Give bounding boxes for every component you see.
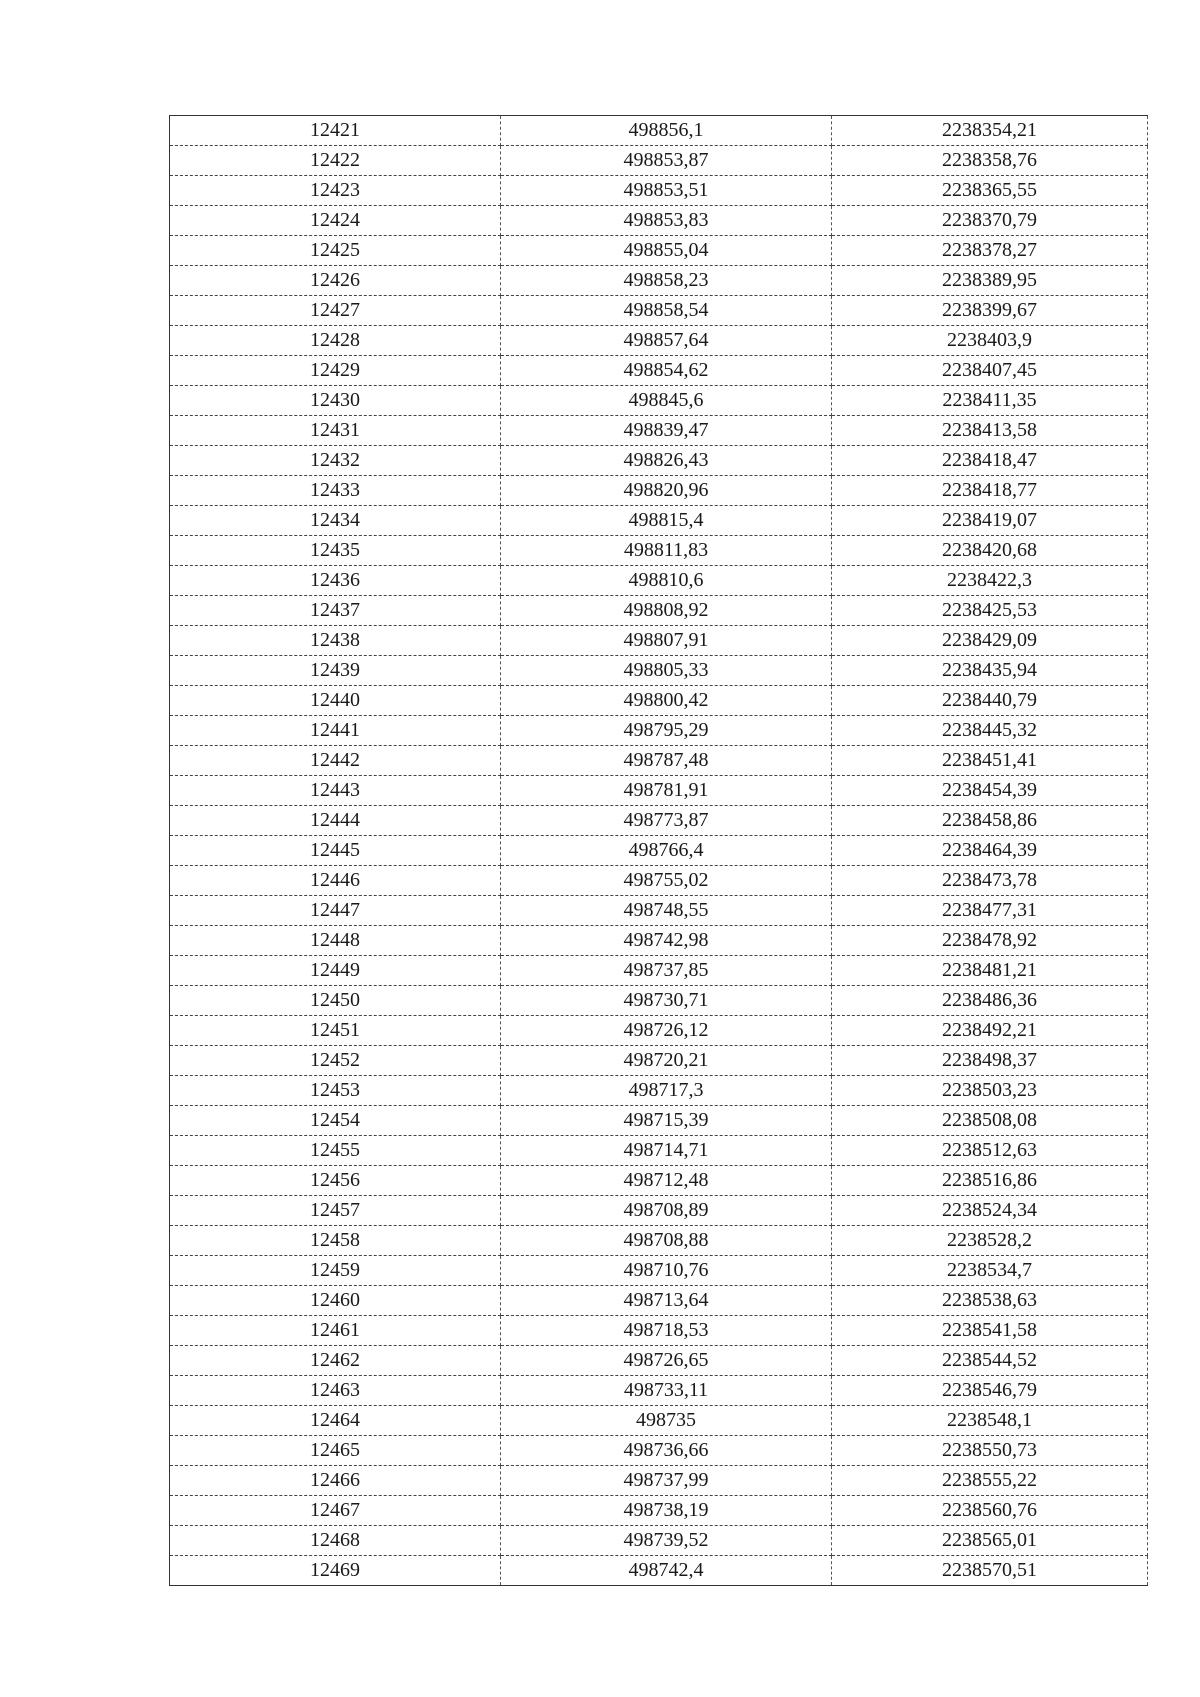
x-coordinate-cell: 498748,55 <box>501 896 832 926</box>
x-coordinate-cell: 498766,4 <box>501 836 832 866</box>
x-coordinate-cell: 498726,65 <box>501 1346 832 1376</box>
x-coordinate-cell: 498730,71 <box>501 986 832 1016</box>
y-coordinate-cell: 2238478,92 <box>832 926 1148 956</box>
point-number-cell: 12430 <box>170 386 501 416</box>
point-number-cell: 12442 <box>170 746 501 776</box>
table-row <box>170 1136 1148 1166</box>
table-row <box>170 236 1148 266</box>
x-coordinate-cell: 498795,29 <box>501 716 832 746</box>
table-row <box>170 1046 1148 1076</box>
x-coordinate-cell: 498742,4 <box>501 1556 832 1586</box>
point-number-cell: 12449 <box>170 956 501 986</box>
y-coordinate-cell: 2238399,67 <box>832 296 1148 326</box>
x-coordinate-cell: 498826,43 <box>501 446 832 476</box>
x-coordinate-cell: 498733,11 <box>501 1376 832 1406</box>
point-number-cell: 12446 <box>170 866 501 896</box>
y-coordinate-cell: 2238407,45 <box>832 356 1148 386</box>
table-row <box>170 806 1148 836</box>
table-row <box>170 1496 1148 1526</box>
point-number-cell: 12448 <box>170 926 501 956</box>
point-number-cell: 12451 <box>170 1016 501 1046</box>
y-coordinate-cell: 2238451,41 <box>832 746 1148 776</box>
y-coordinate-cell: 2238378,27 <box>832 236 1148 266</box>
y-coordinate-cell: 2238528,2 <box>832 1226 1148 1256</box>
x-coordinate-cell: 498815,4 <box>501 506 832 536</box>
table-row <box>170 206 1148 236</box>
table-row <box>170 1016 1148 1046</box>
x-coordinate-cell: 498855,04 <box>501 236 832 266</box>
point-number-cell: 12460 <box>170 1286 501 1316</box>
y-coordinate-cell: 2238565,01 <box>832 1526 1148 1556</box>
table-row <box>170 386 1148 416</box>
y-coordinate-cell: 2238464,39 <box>832 836 1148 866</box>
x-coordinate-cell: 498736,66 <box>501 1436 832 1466</box>
point-number-cell: 12456 <box>170 1166 501 1196</box>
table-row <box>170 296 1148 326</box>
table-row <box>170 836 1148 866</box>
point-number-cell: 12425 <box>170 236 501 266</box>
x-coordinate-cell: 498853,51 <box>501 176 832 206</box>
table-row <box>170 476 1148 506</box>
x-coordinate-cell: 498738,19 <box>501 1496 832 1526</box>
x-coordinate-cell: 498858,54 <box>501 296 832 326</box>
table-row <box>170 536 1148 566</box>
table-row <box>170 146 1148 176</box>
y-coordinate-cell: 2238454,39 <box>832 776 1148 806</box>
y-coordinate-cell: 2238418,77 <box>832 476 1148 506</box>
x-coordinate-cell: 498717,3 <box>501 1076 832 1106</box>
table-row <box>170 566 1148 596</box>
point-number-cell: 12429 <box>170 356 501 386</box>
table-row <box>170 1436 1148 1466</box>
point-number-cell: 12444 <box>170 806 501 836</box>
x-coordinate-cell: 498781,91 <box>501 776 832 806</box>
y-coordinate-cell: 2238512,63 <box>832 1136 1148 1166</box>
y-coordinate-cell: 2238419,07 <box>832 506 1148 536</box>
y-coordinate-cell: 2238422,3 <box>832 566 1148 596</box>
x-coordinate-cell: 498853,87 <box>501 146 832 176</box>
table-row <box>170 626 1148 656</box>
x-coordinate-cell: 498737,99 <box>501 1466 832 1496</box>
table-row <box>170 506 1148 536</box>
table-row <box>170 116 1148 146</box>
x-coordinate-cell: 498787,48 <box>501 746 832 776</box>
point-number-cell: 12467 <box>170 1496 501 1526</box>
x-coordinate-cell: 498718,53 <box>501 1316 832 1346</box>
point-number-cell: 12453 <box>170 1076 501 1106</box>
point-number-cell: 12450 <box>170 986 501 1016</box>
point-number-cell: 12457 <box>170 1196 501 1226</box>
y-coordinate-cell: 2238389,95 <box>832 266 1148 296</box>
point-number-cell: 12454 <box>170 1106 501 1136</box>
y-coordinate-cell: 2238473,78 <box>832 866 1148 896</box>
table-row <box>170 446 1148 476</box>
y-coordinate-cell: 2238550,73 <box>832 1436 1148 1466</box>
table-row <box>170 1076 1148 1106</box>
x-coordinate-cell: 498710,76 <box>501 1256 832 1286</box>
point-number-cell: 12423 <box>170 176 501 206</box>
y-coordinate-cell: 2238477,31 <box>832 896 1148 926</box>
table-row <box>170 356 1148 386</box>
x-coordinate-cell: 498737,85 <box>501 956 832 986</box>
y-coordinate-cell: 2238403,9 <box>832 326 1148 356</box>
point-number-cell: 12438 <box>170 626 501 656</box>
table-row <box>170 1376 1148 1406</box>
y-coordinate-cell: 2238492,21 <box>832 1016 1148 1046</box>
x-coordinate-cell: 498857,64 <box>501 326 832 356</box>
x-coordinate-cell: 498800,42 <box>501 686 832 716</box>
table-row <box>170 176 1148 206</box>
y-coordinate-cell: 2238429,09 <box>832 626 1148 656</box>
table-row <box>170 1556 1148 1586</box>
point-number-cell: 12433 <box>170 476 501 506</box>
point-number-cell: 12465 <box>170 1436 501 1466</box>
y-coordinate-cell: 2238358,76 <box>832 146 1148 176</box>
point-number-cell: 12424 <box>170 206 501 236</box>
table-row <box>170 746 1148 776</box>
table-row <box>170 1346 1148 1376</box>
x-coordinate-cell: 498726,12 <box>501 1016 832 1046</box>
table-row <box>170 1256 1148 1286</box>
y-coordinate-cell: 2238425,53 <box>832 596 1148 626</box>
x-coordinate-cell: 498810,6 <box>501 566 832 596</box>
x-coordinate-cell: 498720,21 <box>501 1046 832 1076</box>
table-row <box>170 1316 1148 1346</box>
y-coordinate-cell: 2238354,21 <box>832 116 1148 146</box>
table-row <box>170 686 1148 716</box>
table-row <box>170 266 1148 296</box>
y-coordinate-cell: 2238370,79 <box>832 206 1148 236</box>
table-row <box>170 326 1148 356</box>
point-number-cell: 12468 <box>170 1526 501 1556</box>
table-row <box>170 1526 1148 1556</box>
table-row <box>170 1406 1148 1436</box>
coordinates-table <box>169 115 1148 1586</box>
x-coordinate-cell: 498735 <box>501 1406 832 1436</box>
x-coordinate-cell: 498715,39 <box>501 1106 832 1136</box>
x-coordinate-cell: 498845,6 <box>501 386 832 416</box>
table-row <box>170 716 1148 746</box>
y-coordinate-cell: 2238548,1 <box>832 1406 1148 1436</box>
point-number-cell: 12463 <box>170 1376 501 1406</box>
y-coordinate-cell: 2238516,86 <box>832 1166 1148 1196</box>
point-number-cell: 12459 <box>170 1256 501 1286</box>
x-coordinate-cell: 498773,87 <box>501 806 832 836</box>
point-number-cell: 12464 <box>170 1406 501 1436</box>
x-coordinate-cell: 498853,83 <box>501 206 832 236</box>
y-coordinate-cell: 2238420,68 <box>832 536 1148 566</box>
x-coordinate-cell: 498714,71 <box>501 1136 832 1166</box>
point-number-cell: 12434 <box>170 506 501 536</box>
y-coordinate-cell: 2238413,58 <box>832 416 1148 446</box>
point-number-cell: 12466 <box>170 1466 501 1496</box>
x-coordinate-cell: 498708,88 <box>501 1226 832 1256</box>
y-coordinate-cell: 2238418,47 <box>832 446 1148 476</box>
y-coordinate-cell: 2238481,21 <box>832 956 1148 986</box>
x-coordinate-cell: 498742,98 <box>501 926 832 956</box>
table-row <box>170 896 1148 926</box>
table-row <box>170 416 1148 446</box>
table-row <box>170 1466 1148 1496</box>
table-row <box>170 776 1148 806</box>
table-row <box>170 1106 1148 1136</box>
y-coordinate-cell: 2238508,08 <box>832 1106 1148 1136</box>
x-coordinate-cell: 498858,23 <box>501 266 832 296</box>
y-coordinate-cell: 2238555,22 <box>832 1466 1148 1496</box>
point-number-cell: 12443 <box>170 776 501 806</box>
table-row <box>170 956 1148 986</box>
x-coordinate-cell: 498713,64 <box>501 1286 832 1316</box>
x-coordinate-cell: 498839,47 <box>501 416 832 446</box>
y-coordinate-cell: 2238560,76 <box>832 1496 1148 1526</box>
x-coordinate-cell: 498739,52 <box>501 1526 832 1556</box>
table-row <box>170 596 1148 626</box>
y-coordinate-cell: 2238570,51 <box>832 1556 1148 1586</box>
x-coordinate-cell: 498811,83 <box>501 536 832 566</box>
y-coordinate-cell: 2238541,58 <box>832 1316 1148 1346</box>
y-coordinate-cell: 2238435,94 <box>832 656 1148 686</box>
y-coordinate-cell: 2238498,37 <box>832 1046 1148 1076</box>
point-number-cell: 12462 <box>170 1346 501 1376</box>
point-number-cell: 12437 <box>170 596 501 626</box>
point-number-cell: 12428 <box>170 326 501 356</box>
y-coordinate-cell: 2238411,35 <box>832 386 1148 416</box>
point-number-cell: 12440 <box>170 686 501 716</box>
point-number-cell: 12435 <box>170 536 501 566</box>
table-row <box>170 926 1148 956</box>
y-coordinate-cell: 2238445,32 <box>832 716 1148 746</box>
y-coordinate-cell: 2238544,52 <box>832 1346 1148 1376</box>
table-row <box>170 1196 1148 1226</box>
y-coordinate-cell: 2238365,55 <box>832 176 1148 206</box>
point-number-cell: 12441 <box>170 716 501 746</box>
y-coordinate-cell: 2238440,79 <box>832 686 1148 716</box>
x-coordinate-cell: 498808,92 <box>501 596 832 626</box>
x-coordinate-cell: 498856,1 <box>501 116 832 146</box>
point-number-cell: 12458 <box>170 1226 501 1256</box>
table-row <box>170 656 1148 686</box>
point-number-cell: 12461 <box>170 1316 501 1346</box>
x-coordinate-cell: 498712,48 <box>501 1166 832 1196</box>
point-number-cell: 12469 <box>170 1556 501 1586</box>
x-coordinate-cell: 498820,96 <box>501 476 832 506</box>
point-number-cell: 12426 <box>170 266 501 296</box>
point-number-cell: 12436 <box>170 566 501 596</box>
table-row <box>170 1286 1148 1316</box>
point-number-cell: 12445 <box>170 836 501 866</box>
point-number-cell: 12422 <box>170 146 501 176</box>
point-number-cell: 12439 <box>170 656 501 686</box>
point-number-cell: 12452 <box>170 1046 501 1076</box>
y-coordinate-cell: 2238486,36 <box>832 986 1148 1016</box>
x-coordinate-cell: 498807,91 <box>501 626 832 656</box>
point-number-cell: 12432 <box>170 446 501 476</box>
coordinates-table-body <box>170 116 1148 1586</box>
y-coordinate-cell: 2238534,7 <box>832 1256 1148 1286</box>
y-coordinate-cell: 2238546,79 <box>832 1376 1148 1406</box>
x-coordinate-cell: 498755,02 <box>501 866 832 896</box>
point-number-cell: 12431 <box>170 416 501 446</box>
table-row <box>170 1226 1148 1256</box>
point-number-cell: 12427 <box>170 296 501 326</box>
table-row <box>170 986 1148 1016</box>
table-row <box>170 1166 1148 1196</box>
x-coordinate-cell: 498708,89 <box>501 1196 832 1226</box>
y-coordinate-cell: 2238538,63 <box>832 1286 1148 1316</box>
point-number-cell: 12447 <box>170 896 501 926</box>
y-coordinate-cell: 2238503,23 <box>832 1076 1148 1106</box>
x-coordinate-cell: 498854,62 <box>501 356 832 386</box>
point-number-cell: 12421 <box>170 116 501 146</box>
y-coordinate-cell: 2238524,34 <box>832 1196 1148 1226</box>
y-coordinate-cell: 2238458,86 <box>832 806 1148 836</box>
point-number-cell: 12455 <box>170 1136 501 1166</box>
x-coordinate-cell: 498805,33 <box>501 656 832 686</box>
table-row <box>170 866 1148 896</box>
